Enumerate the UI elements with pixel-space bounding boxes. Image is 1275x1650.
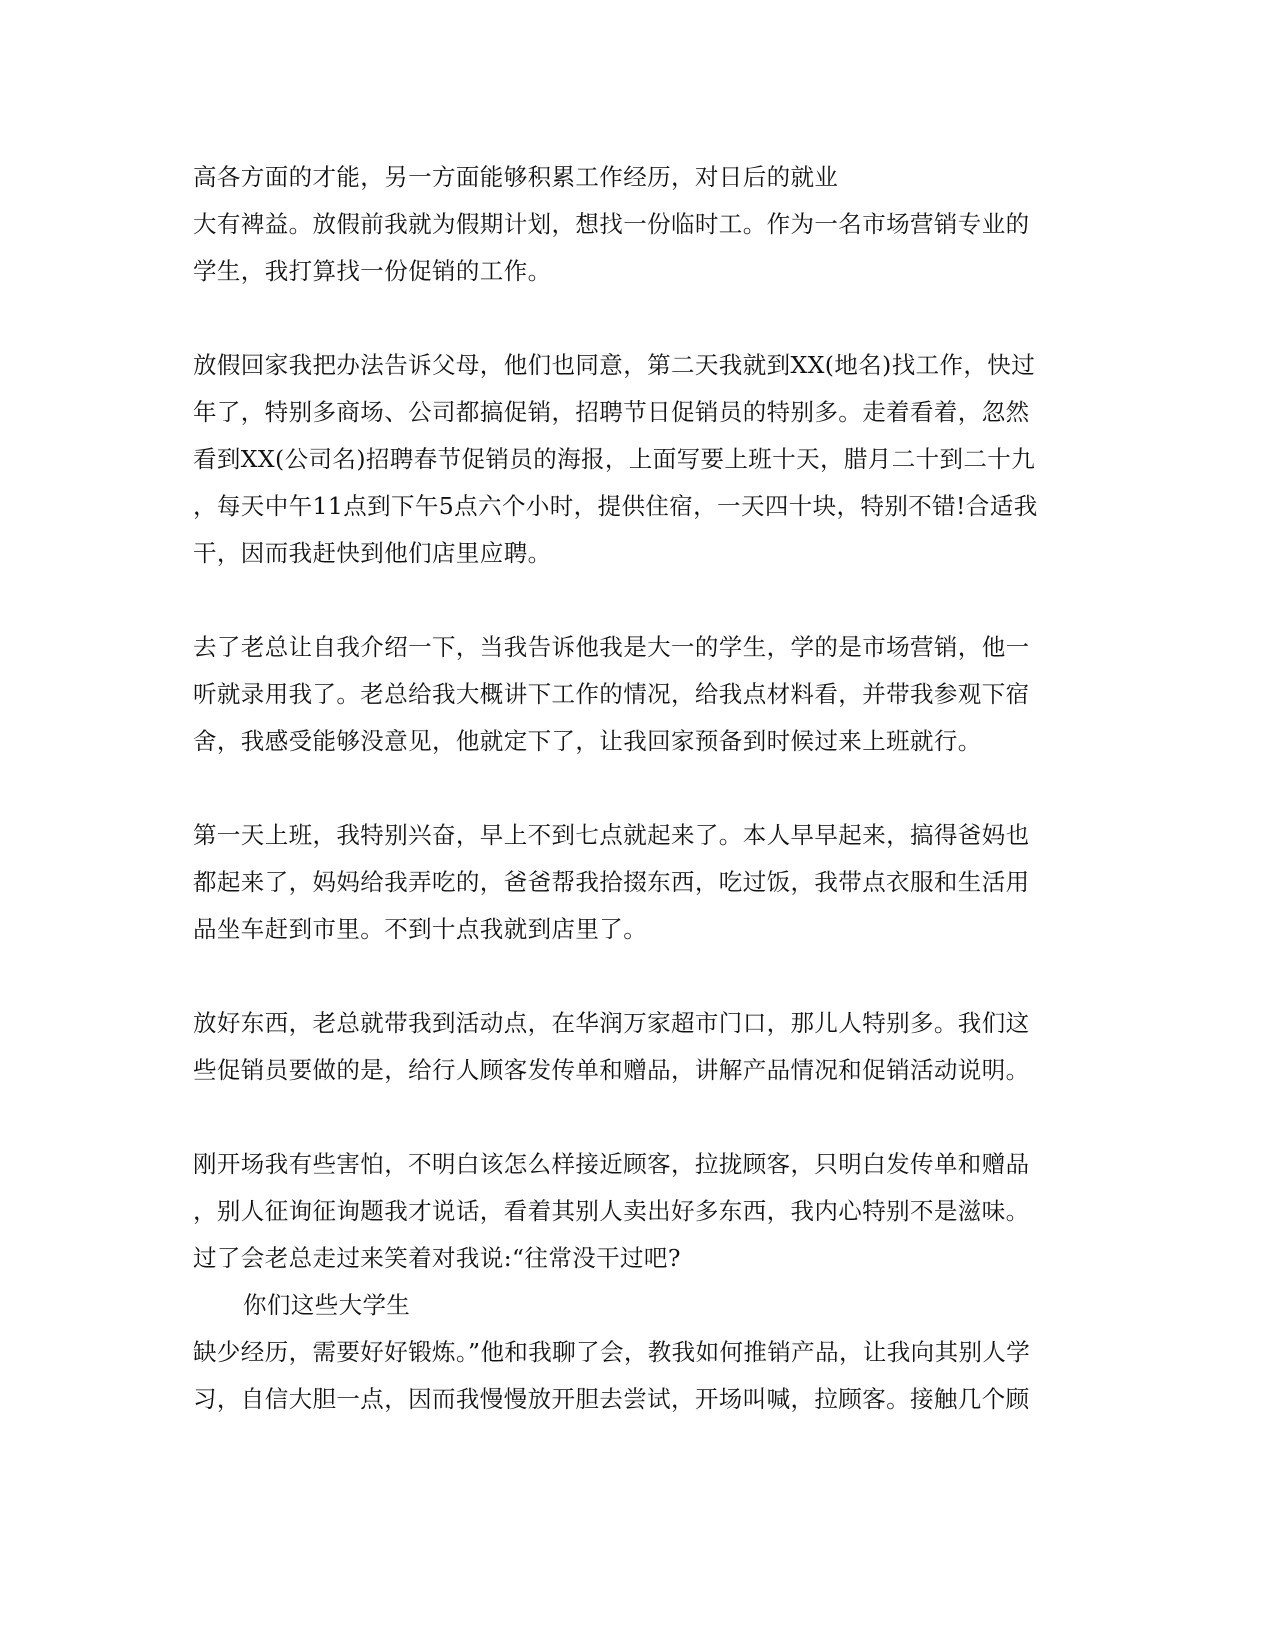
text-line: 过了会老总走过来笑着对我说:“往常没干过吧? [193, 1244, 681, 1272]
text-line: 第一天上班，我特别兴奋，早上不到七点就起来了。本人早早起来，搞得爸妈也 [193, 821, 1030, 849]
text-line: 都起来了，妈妈给我弄吃的，爸爸帮我拾掇东西，吃过饭，我带点衣服和生活用 [193, 868, 1030, 896]
text-line: 干，因而我赶快到他们店里应聘。 [193, 539, 552, 567]
text-line: 舍，我感受能够没意见，他就定下了，让我回家预备到时候过来上班就行。 [193, 727, 982, 755]
text-line: 看到XX(公司名)招聘春节促销员的海报，上面写要上班十天，腊月二十到二十九 [193, 445, 1036, 473]
text-line: 去了老总让自我介绍一下，当我告诉他我是大一的学生，学的是市场营销，他一 [193, 633, 1030, 661]
text-line: 放假回家我把办法告诉父母，他们也同意，第二天我就到XX(地名)找工作，快过 [193, 351, 1036, 379]
text-line: 品坐车赶到市里。不到十点我就到店里了。 [193, 915, 648, 943]
text-line: 放好东西，老总就带我到活动点，在华润万家超市门口，那儿人特别多。我们这 [193, 1009, 1030, 1037]
text-line: 高各方面的才能，另一方面能够积累工作经历，对日后的就业 [193, 163, 839, 191]
text-line: 你们这些大学生 [243, 1291, 411, 1319]
text-line: 听就录用我了。老总给我大概讲下工作的情况，给我点材料看，并带我参观下宿 [193, 680, 1030, 708]
text-line: 习，自信大胆一点，因而我慢慢放开胆去尝试，开场叫喊，拉顾客。接触几个顾 [193, 1385, 1030, 1413]
text-line: 年了，特别多商场、公司都搞促销，招聘节日促销员的特别多。走着看着，忽然 [193, 398, 1030, 426]
text-line: 刚开场我有些害怕，不明白该怎么样接近顾客，拉拢顾客，只明白发传单和赠品 [193, 1150, 1030, 1178]
text-line: 些促销员要做的是，给行人顾客发传单和赠品，讲解产品情况和促销活动说明。 [193, 1056, 1030, 1084]
text-line: 大有裨益。放假前我就为假期计划，想找一份临时工。作为一名市场营销专业的 [193, 210, 1030, 238]
text-line: 学生，我打算找一份促销的工作。 [193, 257, 552, 285]
text-line: ，每天中午11点到下午5点六个小时，提供住宿，一天四十块，特别不错!合适我 [193, 492, 1038, 520]
text-line: ，别人征询征询题我才说话，看着其别人卖出好多东西，我内心特别不是滋味。 [193, 1197, 1030, 1225]
text-line: 缺少经历，需要好好锻炼。”他和我聊了会，教我如何推销产品，让我向其别人学 [193, 1338, 1031, 1366]
